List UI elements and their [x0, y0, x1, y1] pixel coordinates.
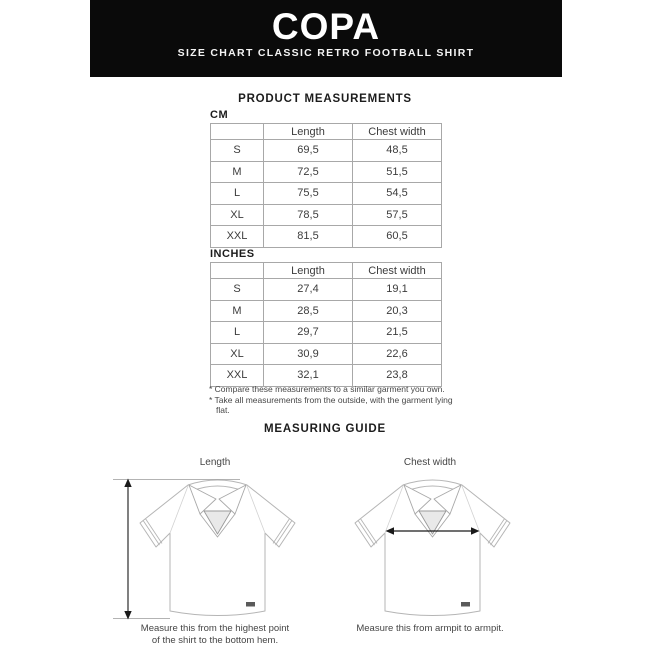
chest-width-cell: 60,5 — [353, 226, 442, 248]
footnote: * Compare these measurements to a similar garment you own. — [209, 384, 445, 394]
footnotes — [209, 384, 461, 416]
shirt-tag — [461, 602, 470, 607]
length-cell: 78,5 — [264, 204, 353, 226]
chest-width-column-header: Chest width — [353, 124, 442, 140]
chest-width-cell: 48,5 — [353, 140, 442, 162]
length-cell: 27,4 — [264, 279, 353, 301]
table-row — [211, 343, 442, 365]
size-column-header — [211, 124, 264, 140]
chest-width-measuring-figure — [315, 457, 545, 635]
size-cell: L — [211, 322, 264, 344]
table-row — [211, 365, 442, 387]
length-figure-label: Length — [199, 457, 231, 468]
polo-shirt-chest-diagram — [315, 472, 545, 622]
chest-width-figure-label: Chest width — [403, 457, 457, 468]
size-cell: M — [211, 300, 264, 322]
table-row — [211, 300, 442, 322]
table-header-row — [211, 124, 442, 140]
size-cell: XXL — [211, 226, 264, 248]
logo-a-notch-icon — [363, 33, 373, 41]
length-cell: 72,5 — [264, 161, 353, 183]
measuring-guide-title: MEASURING GUIDE — [264, 423, 386, 435]
chest-width-cell: 22,6 — [353, 343, 442, 365]
length-cell: 29,7 — [264, 322, 353, 344]
table-row — [211, 279, 442, 301]
header-bar — [90, 0, 562, 77]
inches-size-table — [210, 262, 442, 387]
table-row — [211, 322, 442, 344]
size-cell: S — [211, 140, 264, 162]
length-cell: 69,5 — [264, 140, 353, 162]
chest-width-cell: 21,5 — [353, 322, 442, 344]
length-column-header: Length — [264, 124, 353, 140]
chest-width-cell: 20,3 — [353, 300, 442, 322]
polo-shirt-drawing — [355, 480, 510, 616]
copa-logo-text: COPA — [271, 6, 381, 47]
polo-shirt-length-diagram — [100, 472, 330, 622]
size-cell: XL — [211, 204, 264, 226]
length-figure-caption: Measure this from the highest point of the shirt to the bottom hem. — [140, 623, 290, 646]
chest-width-figure-caption: Measure this from armpit to armpit. — [356, 623, 504, 634]
length-measuring-figure — [100, 457, 330, 647]
size-column-header — [211, 263, 264, 279]
size-cell: M — [211, 161, 264, 183]
footnote: * Take all measurements from the outside, with the garment lying flat. — [209, 394, 453, 415]
table-row — [211, 226, 442, 248]
table-row — [211, 204, 442, 226]
size-cell: XXL — [211, 365, 264, 387]
table-row — [211, 183, 442, 205]
product-measurements-title: PRODUCT MEASUREMENTS — [238, 93, 412, 105]
chest-width-cell: 54,5 — [353, 183, 442, 205]
chest-width-column-header: Chest width — [353, 263, 442, 279]
chest-width-cell: 23,8 — [353, 365, 442, 387]
inches-unit-label: INCHES — [210, 248, 255, 260]
length-cell: 32,1 — [264, 365, 353, 387]
table-row — [211, 140, 442, 162]
table-header-row — [211, 263, 442, 279]
cm-unit-label: CM — [210, 109, 229, 121]
copa-logo — [272, 8, 380, 46]
length-cell: 75,5 — [264, 183, 353, 205]
size-cell: S — [211, 279, 264, 301]
chest-width-cell: 57,5 — [353, 204, 442, 226]
shirt-tag — [246, 602, 255, 607]
chest-width-cell: 51,5 — [353, 161, 442, 183]
chest-width-cell: 19,1 — [353, 279, 442, 301]
size-cell: L — [211, 183, 264, 205]
polo-shirt-drawing — [140, 480, 295, 616]
length-cell: 28,5 — [264, 300, 353, 322]
length-cell: 30,9 — [264, 343, 353, 365]
length-column-header: Length — [264, 263, 353, 279]
header-subtitle: SIZE CHART CLASSIC RETRO FOOTBALL SHIRT — [177, 47, 475, 59]
table-row — [211, 161, 442, 183]
length-cell: 81,5 — [264, 226, 353, 248]
cm-size-table — [210, 123, 442, 248]
size-cell: XL — [211, 343, 264, 365]
